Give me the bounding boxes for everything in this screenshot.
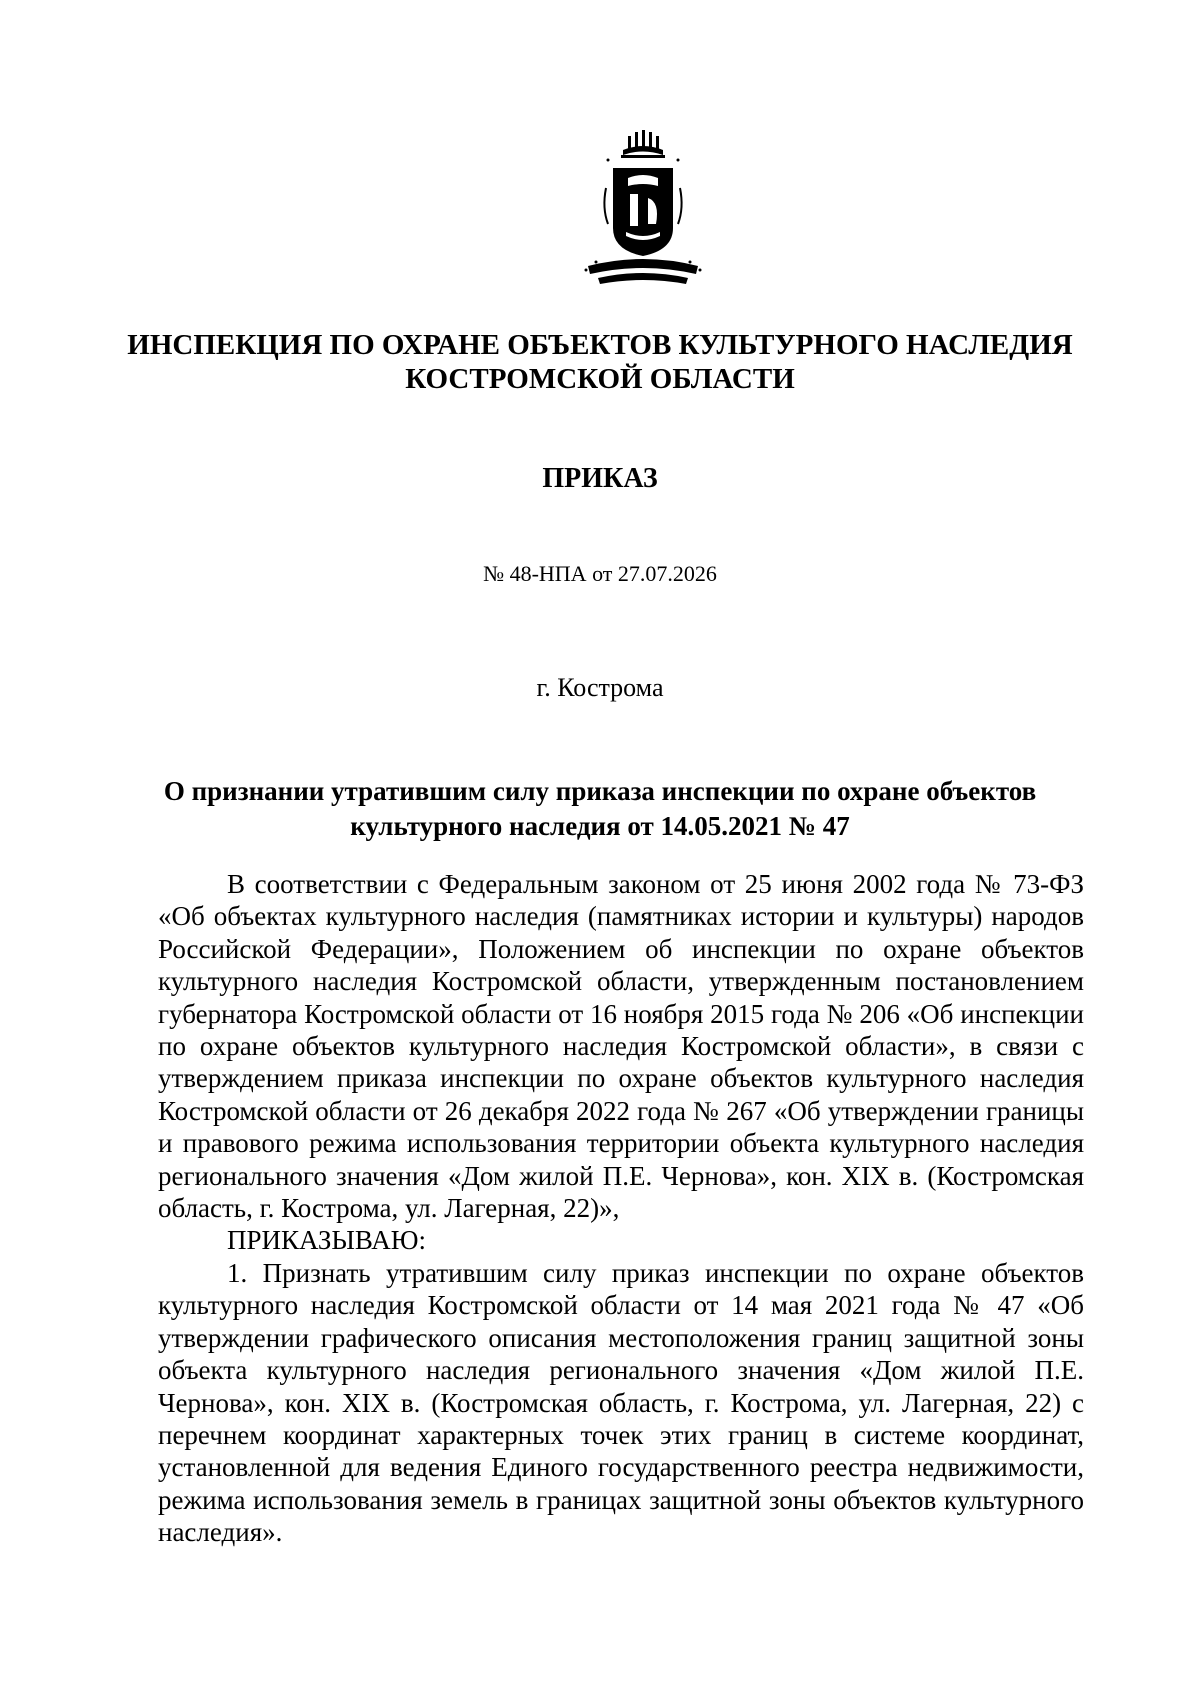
organization-title-line1: ИНСПЕКЦИЯ ПО ОХРАНЕ ОБЪЕКТОВ КУЛЬТУРНОГО НАСЛЕДИЯ — [127, 329, 1073, 361]
preamble-paragraph: В соответствии с Федеральным законом от 25 июня 2002 года № 73-ФЗ «Об объектах культурного наследия (памятниках истории и культуры) народов Российской Федерации», Положением об инспекции по охране объектов культурного наследия Костромской области, утвержденным постановлением губернатора Костромской области от 16 ноября 2015 года № 206 «Об инспекции по охране объектов культурного наследия Костромской области», в связи с утверждением приказа инспекции по охране объектов культурного наследия Костромской области от 26 декабря 2022 года № 267 «Об утверждении границы и правового режима использования территории объекта культурного наследия регионального значения «Дом жилой П.Е. Чернова», кон. XIX в. (Костромская область, г. Кострома, ул. Лагерная, 22)», — [158, 869, 1084, 1224]
organization-title-line2: КОСТРОМСКОЙ ОБЛАСТИ — [405, 363, 795, 395]
document-body — [158, 868, 1084, 1549]
subject-line2: культурного наследия от 14.05.2021 № 47 — [350, 811, 850, 841]
document-type: ПРИКАЗ — [542, 463, 658, 494]
document-subject — [130, 774, 1070, 844]
subject-line1: О признании утратившим силу приказа инспекции по охране объектов — [163, 776, 1037, 806]
order-item-1: 1. Признать утратившим силу приказ инспекции по охране объектов культурного наследия Костромской области от 14 мая 2021 года № 47 «Об утверждении графического описания местоположения границ защитной зоны объекта культурного наследия регионального значения «Дом жилой П.Е. Чернова», кон. XIX в. (Костромская область, г. Кострома, ул. Лагерная, 22) с перечнем координат характерных точек этих границ в системе координат, установленной для ведения Единого государственного реестра недвижимости, режима использования земель в границах защитной зоны объектов культурного наследия». — [158, 1257, 1084, 1548]
organization-title — [100, 328, 1100, 396]
document-city: г. Кострома — [536, 673, 664, 702]
order-word: ПРИКАЗЫВАЮ: — [227, 1225, 426, 1256]
coat-of-arms-icon — [568, 128, 718, 290]
document-number: № 48-НПА от 27.07.2026 — [483, 561, 717, 586]
